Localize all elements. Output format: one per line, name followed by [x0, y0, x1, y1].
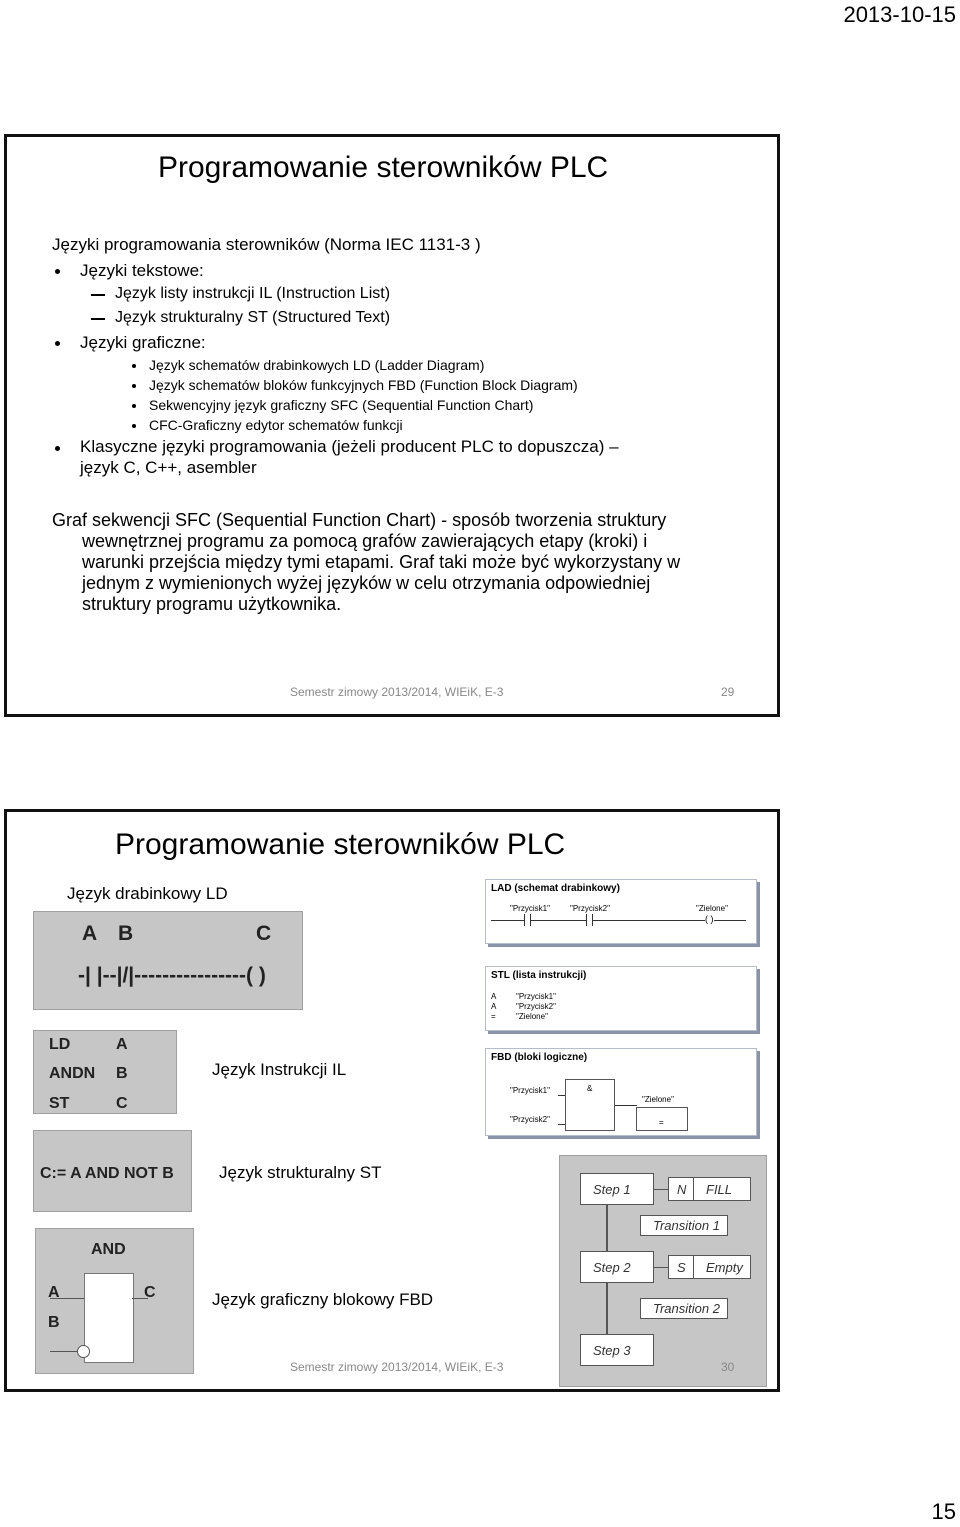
- paragraph-line: struktury programu użytkownika.: [82, 594, 342, 614]
- sfc-transition: [640, 1215, 728, 1236]
- structured-text-box: [33, 1130, 192, 1212]
- slide-footer: Semestr zimowy 2013/2014, WIEiK, E-3: [290, 1360, 504, 1374]
- lad-card-output: "Zielone": [696, 904, 728, 913]
- st-label: Język strukturalny ST: [219, 1163, 382, 1182]
- bullet: [132, 404, 136, 408]
- sfc-action: [693, 1177, 751, 1201]
- slide-number: 30: [721, 1360, 735, 1374]
- bullet: [55, 446, 60, 451]
- paragraph-line: jednym z wymienionych wyżej języków w celu otrzymania odpowiedniej: [82, 573, 651, 593]
- fbd-card-input: "Przycisk2": [510, 1115, 550, 1124]
- dash: [91, 294, 105, 296]
- transition-label: Transition 2: [653, 1301, 720, 1316]
- il-arg: C: [116, 1095, 128, 1112]
- instruction-list-box: [33, 1030, 177, 1114]
- page-number: 15: [931, 1499, 956, 1524]
- sfc-action: [693, 1255, 751, 1279]
- ladder-var-a: A: [82, 922, 98, 945]
- coil-icon: ( ): [705, 914, 714, 924]
- action-qualifier: [668, 1255, 694, 1279]
- il-arg: A: [116, 1036, 128, 1053]
- slide-title: Programowanie sterowników PLC: [115, 828, 566, 861]
- ladder-rung: -| |--|/|----------------( ): [78, 964, 266, 987]
- st-code: C:= A AND NOT B: [40, 1165, 174, 1182]
- sfc-step: [580, 1251, 654, 1283]
- slide-30: [4, 809, 780, 1392]
- lad-card-input: "Przycisk2": [570, 904, 610, 913]
- bullet: [132, 364, 136, 368]
- list-item: Język listy instrukcji IL (Instruction List): [115, 285, 391, 302]
- ladder-label: Język drabinkowy LD: [67, 884, 228, 903]
- negation-circle-icon: [77, 1345, 90, 1358]
- action-text: FILL: [706, 1181, 733, 1197]
- graphical-languages-label: Języki graficzne:: [80, 333, 206, 352]
- il-op: ANDN: [49, 1065, 96, 1082]
- action-text: Empty: [706, 1259, 743, 1275]
- classic-languages-line1: Klasyczne języki programowania (jeżeli producent PLC to dopuszcza) –: [80, 437, 619, 456]
- bullet: [55, 269, 60, 274]
- slide-footer: Semestr zimowy 2013/2014, WIEiK, E-3: [290, 685, 504, 699]
- qualifier-text: N: [677, 1181, 687, 1197]
- stl-op: A: [491, 1002, 497, 1011]
- fbd-wire: [558, 1095, 565, 1096]
- il-arg: B: [116, 1065, 128, 1082]
- step-label: Step 1: [593, 1181, 631, 1197]
- fbd-card-output: "Zielone": [642, 1095, 674, 1104]
- dash: [91, 318, 105, 320]
- classic-languages-line2: język C, C++, asembler: [80, 458, 257, 477]
- transition-label: Transition 1: [653, 1218, 720, 1233]
- stl-arg: "Przycisk1": [516, 992, 556, 1001]
- fbd-card-title: FBD (bloki logiczne): [491, 1052, 588, 1063]
- sfc-step: [580, 1173, 654, 1205]
- action-qualifier: [668, 1177, 694, 1201]
- list-item: CFC-Graficzny edytor schematów funkcji: [149, 417, 403, 433]
- paragraph-line: Graf sekwencji SFC (Sequential Function Chart) - sposób tworzenia struktury: [52, 510, 667, 530]
- fbd-box: [35, 1228, 194, 1374]
- and-symbol: &: [587, 1084, 593, 1093]
- slide-number: 29: [721, 685, 735, 699]
- fbd-output-c: C: [144, 1284, 156, 1301]
- fbd-and-block: [84, 1273, 134, 1363]
- paragraph-line: warunki przejścia między tymi etapami. Graf taki może być wykorzystany w: [82, 552, 681, 572]
- stl-card: [485, 966, 757, 1031]
- textual-languages-label: Języki tekstowe:: [80, 261, 204, 280]
- bullet: [132, 424, 136, 428]
- fbd-card-input: "Przycisk1": [510, 1086, 550, 1095]
- list-item: Sekwencyjny język graficzny SFC (Sequential Function Chart): [149, 397, 534, 413]
- fbd-input-a: A: [48, 1284, 60, 1301]
- section-heading: Języki programowania sterowników (Norma IEC 1131-3 ): [52, 235, 481, 254]
- slide-29: [4, 134, 780, 717]
- fbd-card: [485, 1048, 757, 1136]
- slide-title: Programowanie sterowników PLC: [158, 151, 609, 184]
- sfc-transition: [640, 1298, 728, 1319]
- stl-op: A: [491, 992, 497, 1001]
- ladder-diagram-box: [33, 911, 303, 1010]
- ladder-var-c: C: [256, 922, 272, 945]
- fbd-label: Język graficzny blokowy FBD: [212, 1290, 434, 1309]
- list-item: Język schematów bloków funkcyjnych FBD (Function Block Diagram): [149, 377, 578, 393]
- step-label: Step 2: [593, 1259, 631, 1275]
- assign-symbol: =: [659, 1118, 664, 1127]
- stl-arg: "Przycisk2": [516, 1002, 556, 1011]
- stl-op: =: [491, 1012, 496, 1021]
- fbd-and-label: AND: [91, 1241, 126, 1258]
- lad-card-input: "Przycisk1": [510, 904, 550, 913]
- list-item: Język strukturalny ST (Structured Text): [115, 309, 391, 326]
- stl-card-title: STL (lista instrukcji): [491, 970, 587, 981]
- il-label: Język Instrukcji IL: [212, 1060, 347, 1079]
- ladder-var-b: B: [118, 922, 134, 945]
- fbd-wire: [50, 1351, 78, 1352]
- lad-card: [485, 879, 757, 944]
- list-item: Język schematów drabinkowych LD (Ladder Diagram): [149, 357, 485, 373]
- fbd-wire: [558, 1124, 565, 1125]
- paragraph-line: wewnętrznej programu za pomocą grafów zawierających etapy (kroki) i: [82, 531, 648, 551]
- step-label: Step 3: [593, 1342, 631, 1358]
- il-op: LD: [49, 1036, 71, 1053]
- contact-icon: [586, 914, 593, 926]
- header-date: 2013-10-15: [843, 2, 956, 27]
- fbd-input-b: B: [48, 1314, 60, 1331]
- lad-card-title: LAD (schemat drabinkowy): [491, 883, 620, 894]
- sfc-diagram-panel: [559, 1155, 767, 1387]
- sfc-step: [580, 1334, 654, 1366]
- bullet: [132, 384, 136, 388]
- qualifier-text: S: [677, 1259, 686, 1275]
- contact-icon: [524, 914, 531, 926]
- stl-arg: "Zielone": [516, 1012, 548, 1021]
- bullet: [55, 341, 60, 346]
- il-op: ST: [49, 1095, 70, 1112]
- fbd-wire: [615, 1105, 637, 1106]
